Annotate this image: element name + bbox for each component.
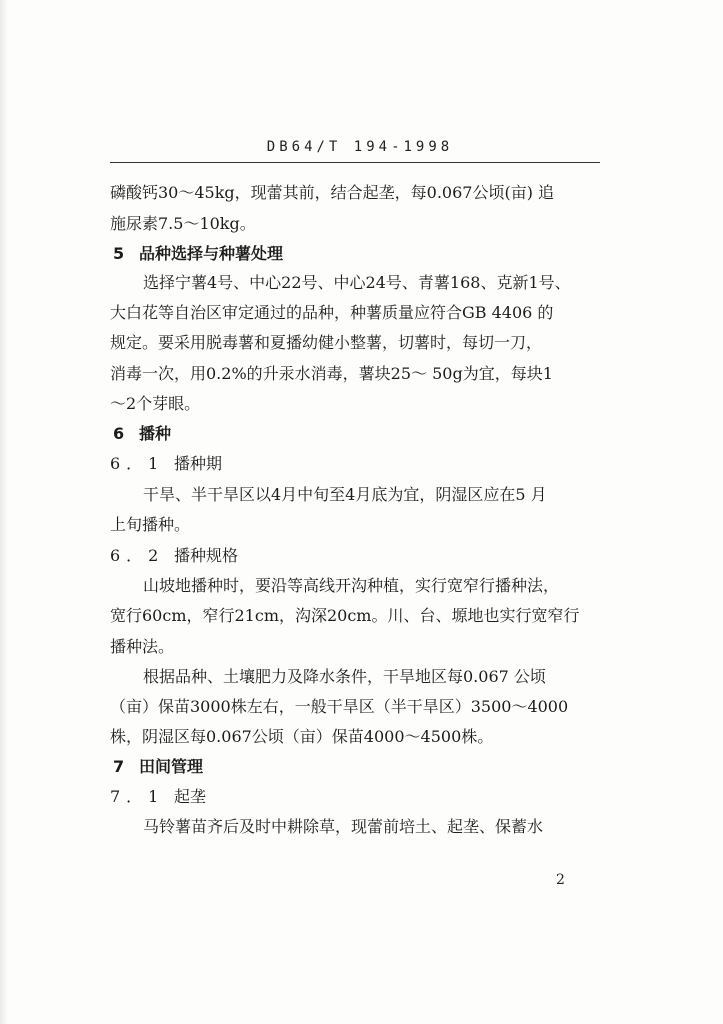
subsection-title: 播种期: [174, 454, 223, 473]
section-title: 田间管理: [139, 757, 204, 776]
paragraph-line: 马铃薯苗齐后及时中耕除草，现蕾前培土、起垄、保蓄水: [143, 817, 544, 836]
section-heading-5: [113, 244, 283, 264]
paragraph-line: 株，阴湿区每0.067公顷（亩）保苗4000～4500株。: [110, 727, 494, 746]
paragraph-line: 规定。要采用脱毒薯和夏播幼健小整薯，切薯时，每切一刀，: [110, 333, 543, 352]
section-number: 6: [113, 424, 125, 443]
standard-code-header: DB64/T 194-1998: [266, 139, 454, 155]
section-number: 7: [113, 757, 125, 776]
paragraph-line: 干旱、半干旱区以4月中旬至4月底为宜，阴湿区应在5 月: [143, 485, 547, 504]
subsection-title: 播种规格: [174, 546, 239, 565]
paragraph-line: 山坡地播种时，要沿等高线开沟种植，实行宽窄行播种法，: [143, 576, 560, 595]
paragraph-line: 选择宁薯4号、中心22号、中心24号、青薯168、克新1号、: [143, 273, 571, 292]
subsection-heading-6-1: [110, 454, 222, 474]
subsection-number: 6．2: [110, 546, 165, 565]
paragraph-line: 磷酸钙30～45kg，现蕾其前，结合起垄，每0.067公顷(亩) 追: [110, 183, 555, 202]
section-heading-6: [113, 424, 171, 444]
section-number: 5: [113, 244, 125, 263]
paragraph-line: （亩）保苗3000株左右，一般干旱区（半干旱区）3500～4000: [110, 697, 569, 716]
header-rule: [110, 162, 600, 163]
page-number: 2: [556, 872, 565, 888]
subsection-heading-7-1: [110, 787, 206, 807]
scan-edge-shadow: [0, 0, 8, 1024]
subsection-number: 7．1: [110, 787, 165, 806]
section-title: 品种选择与种薯处理: [139, 244, 284, 263]
paragraph-line: 施尿素7.5～10kg。: [110, 214, 256, 233]
paragraph-line: 上旬播种。: [110, 515, 191, 534]
paragraph-line: 大白花等自治区审定通过的品种，种薯质量应符合GB 4406 的: [110, 303, 554, 322]
paragraph-line: 播种法。: [110, 637, 175, 656]
subsection-number: 6．1: [110, 454, 165, 473]
paragraph-line: ～2个芽眼。: [110, 394, 201, 413]
paragraph-line: 宽行60cm，窄行21cm，沟深20cm。川、台、塬地也实行宽窄行: [110, 606, 580, 625]
subsection-heading-6-2: [110, 546, 238, 566]
section-title: 播种: [139, 424, 172, 443]
paragraph-line: 消毒一次，用0.2%的升汞水消毒，薯块25～ 50g为宜，每块1: [110, 364, 553, 383]
paragraph-line: 根据品种、土壤肥力及降水条件，干旱地区每0.067 公顷: [143, 667, 546, 686]
section-heading-7: [113, 757, 203, 777]
subsection-title: 起垄: [174, 787, 207, 806]
